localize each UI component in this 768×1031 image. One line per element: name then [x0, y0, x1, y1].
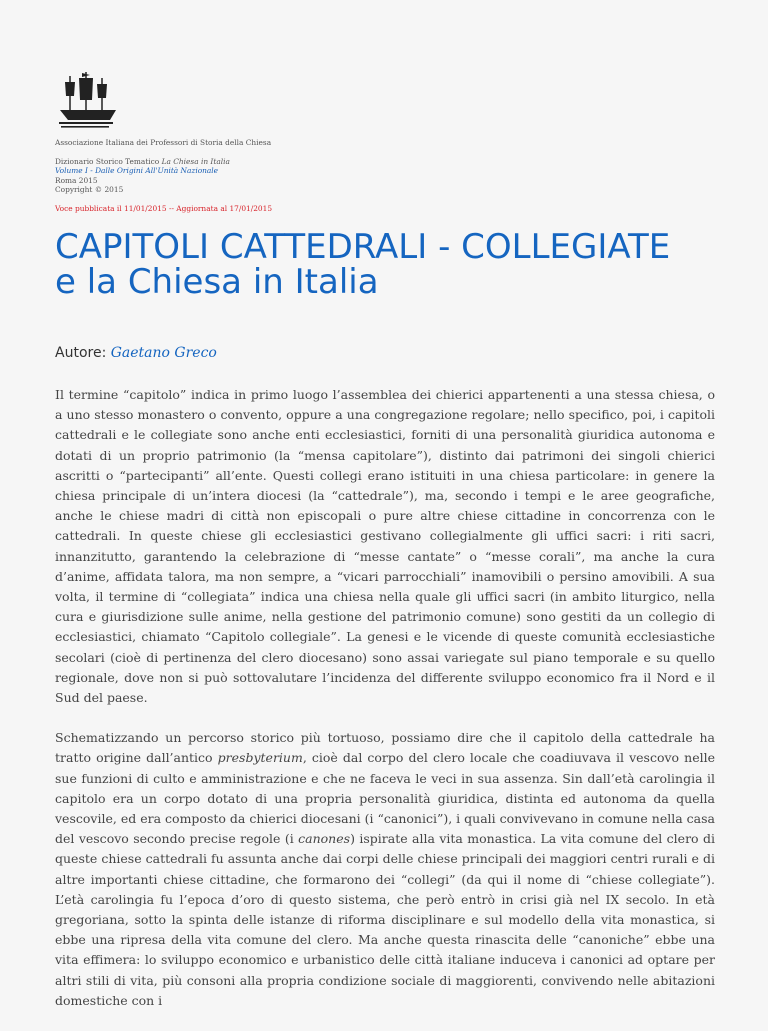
place-year: Roma 2015	[55, 175, 98, 185]
ship-logo-icon	[56, 70, 120, 130]
publication-date: Voce pubblicata il 11/01/2015 -- Aggiornata al 17/01/2015	[55, 203, 273, 213]
paragraph-2-text-c: ) ispirate alla vita monastica. La vita comune del clero di queste chiese cattedrali fu assunta anche dai corpi delle chiese principali dei maggiori centri rurali e di altre importanti chiese cittadine, che formarono dei “collegi” (da qui il nome di “chiese collegiate”). L’età carolingia fu l’epoca d’oro di questo sistema, che però entrò in crisi già nel IX secolo. In età gregoriana, sotto la spinta delle istanze di riforma disciplinare e sul modello della vita monastica, si ebbe una ripresa della vita comune del clero. Ma anche questa rinascita delle “canoniche” ebbe una vita effimera: lo sviluppo economico e urbanistico delle città italiane induceva i canonici ad optare per altri stili di vita, più consoni alla propria condizione sociale di maggiorenti, convivendo nelle abitazioni domestiche con i	[55, 831, 715, 1008]
association-name: Associazione Italiana dei Professori di Storia della Chiesa	[55, 138, 272, 147]
dictionary-name: La Chiesa in Italia	[161, 156, 230, 166]
paragraph-2-text-a: Schematizzando un percorso storico più tortuoso, possiamo dire che il capitolo della cattedrale ha tratto origine dall’antico	[55, 730, 715, 766]
author-link[interactable]: Gaetano Greco	[110, 345, 217, 361]
publication-header	[55, 138, 715, 214]
dictionary-prefix: Dizionario Storico Tematico	[55, 156, 162, 166]
paragraph-2	[55, 728, 715, 1011]
paragraph-1: Il termine “capitolo” indica in primo luogo l’assemblea dei chierici appartenenti a una stessa chiesa, o a uno stesso monastero o convento, oppure a una congregazione regolare; nello specifico, poi, i capitoli cattedrali e le collegiate sono anche enti ecclesiastici, forniti di una personalità giuridica autonoma e dotati di un proprio patrimonio (la “mensa capitolare”), distinto dai patrimoni dei singoli chierici ascritti o “partecipanti” all’ente. Questi collegi erano istituiti in una chiesa particolare: in genere la chiesa principale di un’intera diocesi (la “cattedrale”), ma, secondo i tempi e le aree geografiche, anche le chiese madri di città non episcopali o pure altre chiese cittadine in concorrenza con le cattedrali. In queste chiese gli ecclesiastici gestivano collegialmente gli uffici sacri: i riti sacri, innanzitutto, garantendo la celebrazione di “messe cantate” o “messe corali”, ma anche la cura d’anime, affidata talora, ma non sempre, a “vicari parrocchiali” inamovibili o persino amovibili. A sua volta, il termine di “collegiata” indica una chiesa nella quale gli uffici sacri (in ambito liturgico, nella cura e giurisdizione sulle anime, nella gestione del patrimonio comune) sono gestiti da un collegio di ecclesiastici, chiamato “Capitolo collegiale”. La genesi e le vicende di queste comunità ecclesiastiche secolari (cioè di pertinenza del clero diocesano) sono assai variegate sul piano temporale e su quello regionale, dove non si può sottovalutare l’incidenza del differente sviluppo economico fra il Nord e il Sud del paese.	[55, 387, 715, 706]
copyright: Copyright © 2015	[55, 185, 124, 195]
term-canones: canones	[298, 831, 351, 847]
volume-link[interactable]: Volume I - Dalle Origini All'Unità Nazionale	[55, 166, 219, 176]
paragraph-2-text-b: , cioè dal corpo del clero locale che coadiuvava il vescovo nelle sue funzioni di culto e amministrazione e che ne faceva le veci in sua assenza. Sin dall’età carolingia il capitolo era un corpo dotato di una propria personalità giuridica, distinta ed autonoma da quella vescovile, ed era composto da chierici diocesani (i “canonici”), i quali convivevano in comune nella casa del vescovo secondo precise regole (i	[55, 750, 715, 847]
article-body	[55, 385, 715, 1031]
term-presbyterium: presbyterium	[217, 750, 303, 766]
author-label: Autore:	[55, 345, 111, 361]
dictionary-title	[55, 157, 715, 167]
article-title	[55, 227, 735, 302]
author-line	[55, 345, 217, 361]
title-line-1: CAPITOLI CATTEDRALI - COLLEGIATE	[55, 227, 671, 267]
title-line-2: e la Chiesa in Italia	[55, 262, 379, 302]
